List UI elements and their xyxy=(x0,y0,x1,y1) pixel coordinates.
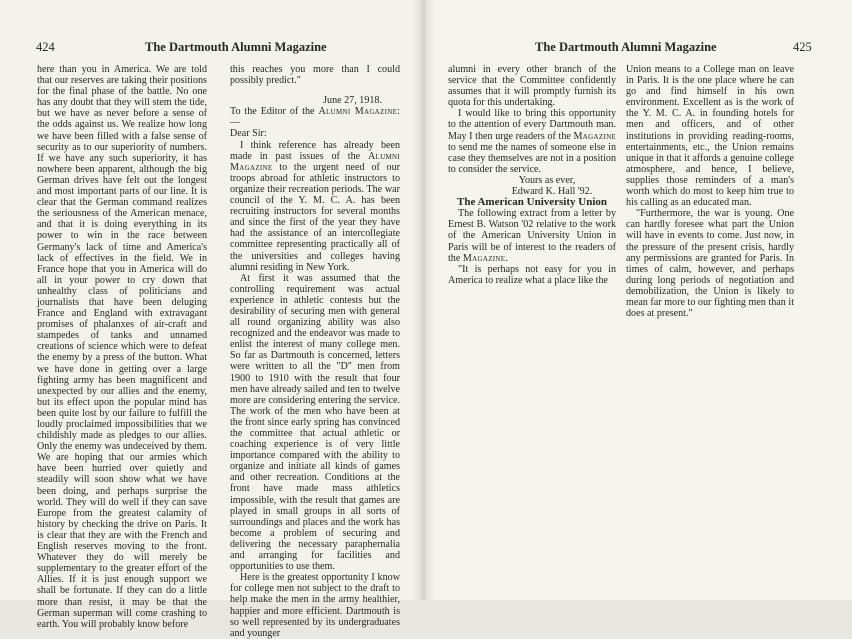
right-page xyxy=(424,0,852,600)
page-number-left: 424 xyxy=(36,40,55,54)
running-head-left: The Dartmouth Alumni Magazine xyxy=(145,40,327,54)
paragraph: alumni in every other branch of the service that the Committee confidently assumes that it will promptly furnish its quota for this undertaking. xyxy=(448,64,616,109)
running-head-right: The Dartmouth Alumni Magazine xyxy=(535,40,717,54)
book-gutter-shadow xyxy=(412,0,436,600)
section-heading: The American University Union xyxy=(456,196,608,209)
paragraph: The following extract from a letter by Ernest B. Watson '02 relative to the work of the American University Union in Paris will be of interest to the readers of the Magazine. xyxy=(448,208,616,264)
paragraph: Here is the greatest opportunity I know for college men not subject to the draft to help make the men in the army healthier, happier and more efficient. Dartmouth is so well represented by its undergraduates and younger xyxy=(230,572,400,639)
letter-salutation: Dear Sir: xyxy=(230,128,267,140)
letter-date: June 27, 1918. xyxy=(323,95,382,107)
left-column-1 xyxy=(37,64,207,630)
paragraph: I think reference has already been made in past issues of the Alumni Magazine to the urgent need of our troops abroad for athletic instructors to organize their recreation periods. The war council of the Y. M. C. A. has been recruiting instructors for several months and since the first of the year they have had the assistance of an intercollegiate committee representing practically all of the universities and colleges having alumni residing in New York. xyxy=(230,139,400,273)
letter-closing: Yours as ever, xyxy=(518,174,576,186)
paragraph-continuation: this reaches you more than I could possibly predict." xyxy=(230,64,400,87)
letter-signature: Edward K. Hall '92. xyxy=(511,186,593,198)
paragraph: "Furthermore, the war is young. One can hardly foresee what part the Union will have in events to come. Just now, in the pressure of the present crisis, hardly any permissions are granted for Paris. In times of calm, however, and perhaps during long periods of negotiation and demobilization, the Union is likely to mean far more to our fighting men than it does at present." xyxy=(626,208,794,320)
paragraph: here than you in America. We are told that our reserves are taking their positions for the final phase of the battle. No one has any doubt that they will stem the tide, but we have as never before a sense of the odds against us. We realize how long we have been filled with a false sense of security as to our superiority of numbers. If we have any such superiority, it has nowhere been apparent, although the big German drives have felt out the longest and most important parts of our line. It is clear that the German command realizes the seriousness of the American menace, and that it is doing everything in its power to win in the race between Germany's lack of time and America's lack of effectives in the field. We in France hope that you in America will do all in your power to cry down that unhealthy class of politicians and journalists that have been deluging France and England with extravagant promises of phalanxes of air-craft and stampedes of tanks and unnamed creations of science which were to defeat the enemy by a press of the button. What we have done in getting over a large fighting army has been magnificent and unexpected by our allies and the enemy, but its effect upon the popular mind has been quite lost by our failure to fulfill the loudly proclaimed impossibilities that we childishly made as pledges to our allies. Only the enemy was undeceived by them. We are hoping that our armies which have been hurried over quietly and steadily will soon show what we have been doing, and perhaps surprise the world. They will do well if they can save Europe from the greatest calamity of history by checking the drive on Paris. It is clear that they are with the French and English reserves moving to the front. Whatever they do will merely be supplementary to the greater effort of the Allies. If it is just enough support we shall be fortunate. If they can do a little more than resist, it may be that the German superman will come crashing to earth. You will probably know before xyxy=(37,64,207,630)
paragraph: I would like to bring this opportunity to the attention of every Dartmouth man. May I then urge readers of the Magazine to send me the names of someone else in case they themselves are not in a position to consider the service. xyxy=(448,108,616,175)
left-column-2 xyxy=(230,64,400,639)
paragraph: "It is perhaps not easy for you in America to realize what a place like the xyxy=(448,263,616,286)
page-number-right: 425 xyxy=(793,40,812,54)
paragraph: Union means to a College man on leave in Paris. It is the one place where he can go and find himself in his own environment. Excellent as is the work of the Y. M. C. A. in founding hotels for men and officers, and of other institutions in providing reading-rooms, entertainments, etc., the Union remains unique in that it affords a genuine college atmosphere, and hence, I believe, supplies those reminders of a man's worth which do most to keep him true to his calling as an educated man. xyxy=(626,64,794,209)
right-column-2 xyxy=(626,64,794,319)
letter-addressee: To the Editor of the Alumni Magazine:— xyxy=(230,106,400,129)
left-page xyxy=(0,0,424,639)
paragraph: At first it was assumed that the controlling requirement was actual experience in athletic contests but the desirability of securing men with general all round organizing ability was also recognized and the endeavor was made to enlist the interest of many college men. So far as Dartmouth is concerned, letters were written to all the "D" men from 1900 to 1910 with the result that four men have already sailed and ten to twelve more are considering entering the service. The work of the men who have been at the front since early spring has convinced the committee that actual athletic or coaching experience is of very little importance compared with the ability to organize and initiate all kinds of games and other recreation. Conditions at the front have made mass athletics impossible, with the result that games are played in small groups in all sorts of surroundings and places and the work has become a problem of securing and delivering the necessary paraphernalia and arranging for facilities and opportunities to use them. xyxy=(230,272,400,573)
right-column-1 xyxy=(448,64,616,286)
